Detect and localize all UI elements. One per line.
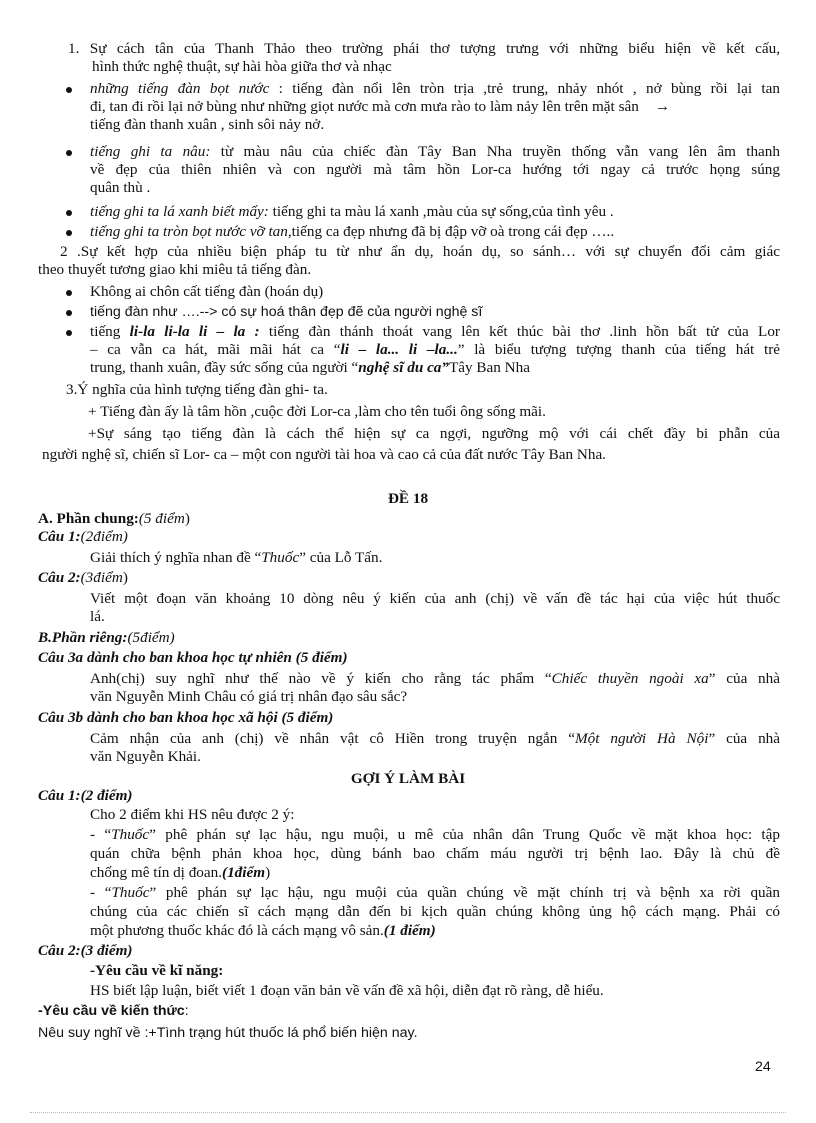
bullet-dot xyxy=(66,330,72,336)
exam-title: ĐỀ 18 xyxy=(387,490,429,507)
item-3-heading: 3.Ý nghĩa của hình tượng tiếng đàn ghi- ta. xyxy=(66,381,328,398)
question-3b-text-line-1: Cảm nhận của anh (chị) về nhân vật cô Hiền trong truyện ngắn “Một người Hà Nội” của nhà xyxy=(90,730,780,747)
item-3-point-2-line-2: người nghệ sĩ, chiến sĩ Lor- ca – một con người tài hoa và cao cả của đất nước Tây Ban Nha. xyxy=(42,446,606,463)
guide-knowledge-heading: -Yêu cầu về kiến thức: xyxy=(38,1003,189,1019)
question-2-text-line-1: Viết một đoạn văn khoảng 10 dòng nêu ý kiến của anh (chị) về vấn đề tác hại của việc hút thuốc xyxy=(90,590,780,607)
bullet-2-line-2: về đẹp của thiên nhiên và con người mà tâm hồn Lor-ca hướng tới ngay cả trước họng súng xyxy=(90,161,780,178)
bullet-dot xyxy=(66,150,72,156)
bullet-1-line-2: đi, tan đi rồi lại nở bùng như những giọt nước mà cơn mưa rào to làm nảy lên trên mặt sân → xyxy=(90,98,670,115)
item-1-line-1: 1. Sự cách tân của Thanh Thảo theo trường phái thơ tượng trưng với những biểu hiện về kết cấu, xyxy=(68,40,780,57)
guide-skill-text: HS biết lập luận, biết viết 1 đoạn văn bản về vấn đề xã hội, diễn đạt rõ ràng, dễ hiểu. xyxy=(90,982,604,999)
question-3b-text-line-2: văn Nguyễn Khải. xyxy=(90,748,201,765)
item-3-point-2-line-1: +Sự sáng tạo tiếng đàn là cách thể hiện sự ca ngợi, ngưỡng mộ với cái chết đầy bi phẫn của xyxy=(88,425,780,442)
bullet-dot xyxy=(66,310,72,316)
item-3-point-1: + Tiếng đàn ấy là tâm hồn ,cuộc đời Lor-ca ,làm cho tên tuổi ông sống mãi. xyxy=(88,403,546,420)
question-3b-heading: Câu 3b dành cho ban khoa học xã hội (5 điểm) xyxy=(38,709,334,726)
bullet-2-line-3: quân thù . xyxy=(90,179,151,196)
guide-q1-point-1-line-1: - “Thuốc” phê phán sự lạc hậu, ngu muội, u mê của nhân dân Trung Quốc về mặt khoa học: tập xyxy=(90,826,780,843)
item-1-line-2: hình thức nghệ thuật, sự hài hòa giữa thơ và nhạc xyxy=(92,58,392,75)
guide-question-2-heading: Câu 2:(3 điểm) xyxy=(38,942,133,959)
bullet-4: tiếng ghi ta tròn bọt nước vỡ tan,tiếng ca đẹp nhưng đã bị đập vỡ oà trong cái đẹp ….. xyxy=(90,223,615,240)
part-a-heading: A. Phần chung:(5 điểm) xyxy=(38,510,190,527)
guide-question-1-heading: Câu 1:(2 điểm) xyxy=(38,787,133,804)
guide-skill-heading: -Yêu cầu về kĩ năng: xyxy=(90,962,224,979)
bullet-7-line-3: trung, thanh xuân, đầy sức sống của người “nghệ sĩ du ca”Tây Ban Nha xyxy=(90,359,530,376)
bullet-dot xyxy=(66,290,72,296)
bullet-1-line-3: tiếng đàn thanh xuân , sinh sôi nảy nở. xyxy=(90,116,325,133)
bullet-3: tiếng ghi ta lá xanh biết mấy: tiếng ghi ta màu lá xanh ,màu của sự sống,của tình yêu . xyxy=(90,203,614,220)
question-3a-text-line-2: văn Nguyễn Minh Châu có giá trị nhân đạo sâu sắc? xyxy=(90,688,408,705)
item-2-line-2: theo thuyết tương giao khi miêu tả tiếng đàn. xyxy=(38,261,312,278)
guide-q1-point-2-line-2: chúng của các chiến sĩ cách mạng dẫn đến bi kịch quần chúng không ủng hộ cách mạng. Phải có xyxy=(90,903,780,920)
bullet-dot xyxy=(66,87,72,93)
bullet-7-line-2: – ca vẫn ca hát, mãi mãi hát ca “li – la... li –la...” là biểu tượng tượng thanh của tiếng hát trẻ xyxy=(90,341,780,358)
question-3a-heading: Câu 3a dành cho ban khoa học tự nhiên (5 điểm) xyxy=(38,649,348,666)
question-2-text-line-2: lá. xyxy=(90,608,105,625)
guide-q1-point-1-line-2: quán chữa bệnh phản khoa học, dùng bánh bao chấm máu người trị bệnh lao. Đây là chủ đề xyxy=(90,845,780,862)
item-2-line-1: 2 .Sự kết hợp của nhiều biện pháp tu từ như ẩn dụ, hoán dụ, so sánh… với sự chuyển đổi cảm giác xyxy=(60,243,780,260)
bullet-dot xyxy=(66,210,72,216)
guide-q1-point-2-line-3: một phương thuốc khác đó là cách mạng vô sản.(1 điểm) xyxy=(90,922,436,939)
arrow-right-icon: → xyxy=(654,98,670,115)
part-b-heading: B.Phần riêng:(5điểm) xyxy=(38,629,175,646)
page-number: 24 xyxy=(755,1059,771,1075)
bullet-dot xyxy=(66,230,72,236)
question-1-text: Giải thích ý nghĩa nhan đề “Thuốc” của Lỗ Tấn. xyxy=(90,549,383,566)
bullet-1-line-1: những tiếng đàn bọt nước : tiếng đàn nổi lên tròn trịa ,trẻ trung, nhảy nhót , nở bùng rồi lại tan xyxy=(90,80,780,97)
question-1-heading: Câu 1:(2điểm) xyxy=(38,528,128,545)
bullet-7-line-1: tiếng li-la li-la li – la : tiếng đàn thánh thoát vang lên kết thúc bài thơ .linh hồn bất tử của Lor xyxy=(90,323,780,340)
bullet-6: tiếng đàn như ….--> có sự hoá thân đẹp đẽ của người nghệ sĩ xyxy=(90,304,483,320)
guide-title: GỢI Ý LÀM BÀI xyxy=(350,770,466,787)
question-2-heading: Câu 2:(3điểm) xyxy=(38,569,128,586)
guide-q1-point-2-line-1: - “Thuốc” phê phán sự lạc hậu, ngu muội của quần chúng về mặt chính trị và bệnh xa rời quần xyxy=(90,884,780,901)
bullet-2-line-1: tiếng ghi ta nâu: từ màu nâu của chiếc đàn Tây Ban Nha truyền thống vẫn vang lên âm thanh xyxy=(90,143,780,160)
footer-divider xyxy=(30,1112,786,1113)
question-3a-text-line-1: Anh(chị) suy nghĩ như thế nào về ý kiến cho rằng tác phẩm “Chiếc thuyền ngoài xa” của nhà xyxy=(90,670,780,687)
bullet-5: Không ai chôn cất tiếng đàn (hoán dụ) xyxy=(90,283,324,300)
guide-q1-point-1-line-3: chống mê tín dị đoan.(1điểm) xyxy=(90,864,271,881)
guide-knowledge-text: Nêu suy nghĩ về :+Tình trạng hút thuốc lá phổ biến hiện nay. xyxy=(38,1025,418,1041)
guide-question-1-intro: Cho 2 điểm khi HS nêu được 2 ý: xyxy=(90,806,295,823)
